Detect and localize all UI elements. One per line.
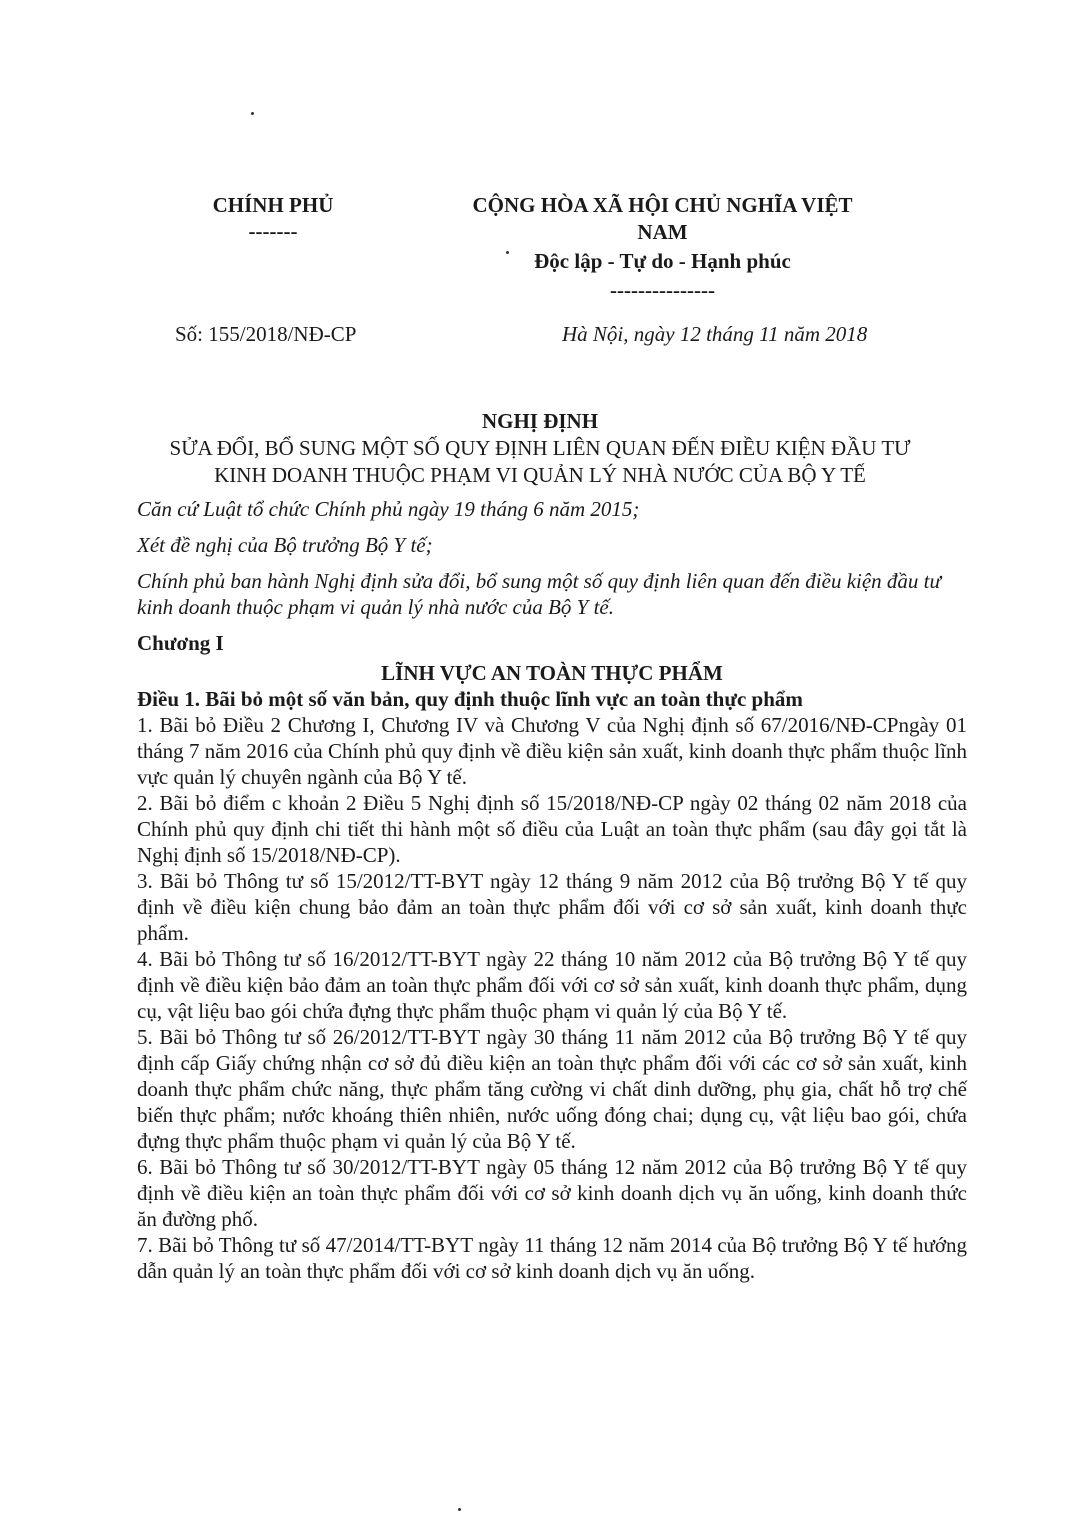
- preamble-basis: Căn cứ Luật tổ chức Chính phủ ngày 19 tháng 6 năm 2015;: [137, 497, 640, 521]
- agency-rule: -------: [248, 219, 298, 243]
- scan-speck: [251, 112, 254, 115]
- article-heading: Điều 1. Bãi bỏ một số văn bản, quy định thuộc lĩnh vực an toàn thực phẩm: [137, 687, 803, 711]
- article-item: 7. Bãi bỏ Thông tư số 47/2014/TT-BYT ngày 11 tháng 12 năm 2014 của Bộ trưởng Bộ Y tế hướng dẫn quản lý an toàn thực phẩm đối với cơ sở kinh doanh dịch vụ ăn uống.: [137, 1233, 967, 1283]
- document-title: [120, 408, 960, 489]
- agency-name: CHÍNH PHỦ: [212, 193, 334, 217]
- country-name-line2: NAM: [637, 220, 688, 244]
- document-number: Số: 155/2018/NĐ-CP: [175, 322, 357, 346]
- agency-block: [168, 192, 378, 244]
- preamble-proposal: Xét đề nghị của Bộ trưởng Bộ Y tế;: [137, 533, 433, 557]
- chapter-title: LĨNH VỰC AN TOÀN THỰC PHẨM: [381, 661, 723, 685]
- article-item: 6. Bãi bỏ Thông tư số 30/2012/TT-BYT ngày 05 tháng 12 năm 2012 của Bộ trưởng Bộ Y tế quy định về điều kiện an toàn thực phẩm đối với cơ sở kinh doanh dịch vụ ăn uống, kinh doanh thức ăn đường phố.: [137, 1155, 967, 1231]
- document-place-date: Hà Nội, ngày 12 tháng 11 năm 2018: [562, 322, 868, 346]
- article-item: 5. Bãi bỏ Thông tư số 26/2012/TT-BYT ngày 30 tháng 11 năm 2012 của Bộ trưởng Bộ Y tế quy định cấp Giấy chứng nhận cơ sở đủ điều kiện an toàn thực phẩm đối với các cơ sở sản xuất, kinh doanh thực phẩm chức năng, thực phẩm tăng cường vi chất dinh dưỡng, phụ gia, chất hỗ trợ chế biến thực phẩm; nước khoáng thiên nhiên, nước uống đóng chai; dụng cụ, vật liệu bao gói, chứa đựng thực phẩm thuộc phạm vi quản lý của Bộ Y tế.: [137, 1025, 967, 1153]
- motto-rule: ---------------: [610, 278, 715, 302]
- national-heading: [440, 192, 885, 304]
- title-line-2: KINH DOANH THUỘC PHẠM VI QUẢN LÝ NHÀ NƯỚC CỦA BỘ Y TẾ: [214, 463, 866, 487]
- article-item: 1. Bãi bỏ Điều 2 Chương I, Chương IV và Chương V của Nghị định số 67/2016/NĐ-CPngày 01 tháng 7 năm 2016 của Chính phủ quy định về điều kiện sản xuất, kinh doanh thực phẩm thuộc lĩnh vực quản lý chuyên ngành của Bộ Y tế.: [137, 713, 967, 789]
- article-item: 4. Bãi bỏ Thông tư số 16/2012/TT-BYT ngày 22 tháng 10 năm 2012 của Bộ trưởng Bộ Y tế quy định về điều kiện bảo đảm an toàn thực phẩm đối với cơ sở sản xuất, kinh doanh thực phẩm, dụng cụ, vật liệu bao gói chứa đựng thực phẩm thuộc phạm vi quản lý của Bộ Y tế.: [137, 947, 967, 1023]
- article-item: 3. Bãi bỏ Thông tư số 15/2012/TT-BYT ngày 12 tháng 9 năm 2012 của Bộ trưởng Bộ Y tế quy định về điều kiện chung bảo đảm an toàn thực phẩm đối với cơ sở sản xuất, kinh doanh thực phẩm.: [137, 869, 967, 945]
- document-type: NGHỊ ĐỊNH: [481, 409, 599, 433]
- article-item: 2. Bãi bỏ điểm c khoản 2 Điều 5 Nghị định số 15/2018/NĐ-CP ngày 02 tháng 02 năm 2018 của Chính phủ quy định chi tiết thi hành một số điều của Luật an toàn thực phẩm (sau đây gọi tắt là Nghị định số 15/2018/NĐ-CP).: [137, 791, 967, 867]
- title-line-1: SỬA ĐỔI, BỔ SUNG MỘT SỐ QUY ĐỊNH LIÊN QUAN ĐẾN ĐIỀU KIỆN ĐẦU TƯ: [169, 436, 911, 460]
- scan-speck: [458, 1508, 461, 1511]
- document-body: [137, 496, 967, 1284]
- chapter-label: Chương I: [137, 631, 224, 655]
- country-name-line1: CỘNG HÒA XÃ HỘI CHỦ NGHĨA VIỆT: [472, 193, 853, 217]
- preamble-enactment: Chính phủ ban hành Nghị định sửa đổi, bổ sung một số quy định liên quan đến điều kiện đầu tư kinh doanh thuộc phạm vi quản lý nhà nước của Bộ Y tế.: [137, 569, 941, 619]
- national-motto: Độc lập - Tự do - Hạnh phúc: [534, 249, 791, 273]
